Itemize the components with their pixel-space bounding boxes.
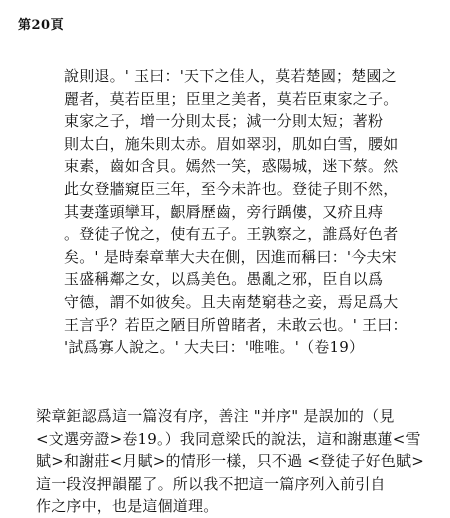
quote-line: 麗者，莫若臣里；臣里之美者，莫若臣東家之子。: [64, 89, 399, 108]
commentary-line: 梁章鉅認爲這一篇沒有序，善注 "并序" 是誤加的（見: [36, 407, 395, 425]
quote-line: 守德，謂不如彼矣。且夫南楚窮巷之妾，焉足爲大: [64, 292, 399, 311]
commentary-paragraph: [36, 405, 446, 518]
quote-line: '試爲寡人說之。' 大夫曰：'唯唯。'（卷19）: [64, 338, 365, 357]
quote-line: 矣。' 是時秦章華大夫在側，因進而稱曰：'今夫宋: [64, 247, 397, 266]
commentary-line: 這一段沒押韻罷了。所以我不把這一篇序列入前引自: [36, 474, 386, 493]
commentary-line: 作之序中，也是這個道理。: [36, 497, 219, 516]
quote-line: 玉盛稱鄰之女，以爲美色。愚亂之邪，臣自以爲: [64, 270, 384, 289]
quote-line: 東家之子，增一分則太長；減一分則太短；著粉: [64, 112, 384, 131]
page-number-header: 第20頁: [18, 18, 65, 33]
commentary-line: <文選旁證>卷19。）我同意梁氏的說法，這和謝惠蓮<雪: [36, 429, 421, 448]
quote-line: 束素，齒如含貝。嫣然一笑，惑陽城，迷下蔡。然: [64, 157, 399, 176]
quote-line: 王言乎？若臣之陋目所曾睹者，未敢云也。' 王曰：: [64, 315, 408, 334]
quote-line: 。登徒子悅之，使有五子。王孰察之，誰爲好色者: [64, 225, 399, 244]
quoted-passage: [64, 65, 444, 359]
quote-line: 說則退。' 玉曰：'天下之佳人，莫若楚國；楚國之: [64, 67, 397, 85]
quote-line: 則太白，施朱則太赤。眉如翠羽，肌如白雪，腰如: [64, 134, 399, 153]
quote-line: 此女登牆窺臣三年，至今未許也。登徒子則不然，: [64, 179, 399, 198]
quote-line: 其妻蓬頭攣耳，齞脣歷齒，旁行踽僂，又疥且痔: [64, 202, 384, 221]
commentary-line: 賦>和謝莊<月賦>的情形一樣，只不過 <登徒子好色賦>: [36, 452, 425, 471]
